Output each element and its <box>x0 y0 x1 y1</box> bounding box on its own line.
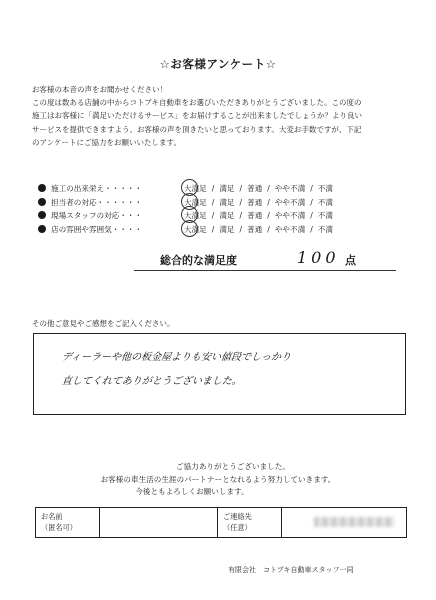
contact-field[interactable] <box>282 508 406 537</box>
rating-option[interactable]: やや不満 <box>274 197 306 207</box>
intro-line: 施工はお客様に「満足いただけるサービス」をお届けすることが出来ましたでしょうか？より良い <box>32 111 362 121</box>
rating-option-selected[interactable]: 大満足 <box>184 224 207 234</box>
survey-title: ☆お客様アンケート☆ <box>159 57 277 71</box>
survey-item-label: 施工の出来栄え・・・・・ <box>51 184 143 193</box>
rating-option[interactable]: 普通 <box>247 197 263 207</box>
rating-option[interactable]: 普通 <box>247 211 263 220</box>
rating-options <box>184 224 333 235</box>
rating-options <box>184 210 333 221</box>
rating-option[interactable]: 不満 <box>317 184 333 193</box>
rating-option[interactable]: 普通 <box>247 224 263 234</box>
option-separator: / <box>211 224 215 234</box>
survey-item <box>38 183 418 197</box>
name-label-cell <box>36 508 100 537</box>
rating-option[interactable]: 満足 <box>219 224 235 234</box>
contact-note: （任意） <box>223 523 252 532</box>
rating-option[interactable]: やや不満 <box>274 211 306 220</box>
option-separator: / <box>310 197 313 207</box>
overall-satisfaction-label: 総合的な満足度 <box>160 254 237 267</box>
intro-line: この度は数ある店舗の中からコトブキ自動車をお選びいただきありがとうございました。この度の <box>32 98 362 108</box>
rating-option[interactable]: やや不満 <box>274 184 306 193</box>
thanks-line: お客様の車生活の生涯のパートナーとなれるよう努力していきます。 <box>100 474 336 484</box>
rating-options <box>184 183 333 194</box>
option-separator: / <box>239 197 243 207</box>
rating-option[interactable]: 満足 <box>219 211 235 220</box>
bullet-icon <box>38 225 46 233</box>
rating-option[interactable]: 不満 <box>317 211 333 220</box>
rating-option[interactable]: 普通 <box>247 184 263 193</box>
survey-items <box>38 183 418 237</box>
redacted-contact <box>314 517 394 527</box>
contact-label-cell <box>218 508 282 537</box>
rating-option-selected[interactable]: 大満足 <box>184 197 207 207</box>
contact-table <box>35 507 407 538</box>
bullet-icon <box>38 211 46 219</box>
comment-box[interactable] <box>33 333 406 415</box>
option-separator: / <box>267 211 270 220</box>
option-separator: / <box>310 224 313 234</box>
bullet-icon <box>38 184 46 192</box>
overall-score-unit: 点 <box>345 254 356 267</box>
option-separator: / <box>310 184 313 193</box>
option-separator: / <box>211 197 215 207</box>
option-separator: / <box>267 184 270 193</box>
rating-option[interactable]: 満足 <box>219 184 235 193</box>
name-note: （匿名可） <box>41 523 77 532</box>
footer-signature: 有限会社 コトブキ自動車スタッフ一同 <box>228 566 354 574</box>
option-separator: / <box>211 184 215 193</box>
intro-line: お客様の本音の声をお聞かせください！ <box>32 85 167 94</box>
rating-option-selected[interactable]: 大満足 <box>184 211 207 220</box>
option-separator: / <box>239 224 243 234</box>
overall-score-handwritten: 100 <box>297 248 340 267</box>
option-separator: / <box>310 211 313 220</box>
bullet-icon <box>38 198 46 206</box>
comment-line-handwritten: ディーラーや他の板金屋よりも安い値段でしっかり <box>61 352 292 363</box>
overall-underline <box>134 270 396 271</box>
intro-text <box>32 83 416 149</box>
rating-option-selected[interactable]: 大満足 <box>184 184 207 193</box>
survey-item-label: 店の雰囲や雰囲気・・・・ <box>51 224 143 234</box>
thank-you-message <box>0 461 436 499</box>
rating-option[interactable]: 不満 <box>317 197 333 207</box>
rating-option[interactable]: 満足 <box>219 197 235 207</box>
intro-line: サービスを提供できますよう、お客様の声を頂きたいと思っております。大変お手数ですが、下記 <box>32 124 362 134</box>
option-separator: / <box>267 224 270 234</box>
survey-item <box>38 197 418 211</box>
comments-label: その他ご意見やご感想をご記入ください。 <box>32 319 175 328</box>
option-separator: / <box>211 211 215 220</box>
rating-options <box>184 197 333 208</box>
name-field[interactable] <box>100 508 218 537</box>
survey-item-label: 現場スタッフの対応・・・ <box>51 211 143 220</box>
option-separator: / <box>267 197 270 207</box>
thanks-line: ご協力ありがとうございました。 <box>176 462 290 471</box>
comment-line-handwritten: 直してくれてありがとうございました。 <box>61 376 243 387</box>
name-label: お名前 <box>41 512 63 521</box>
intro-line: のアンケートにご協力をお願いいたします。 <box>32 137 181 147</box>
survey-item <box>38 224 418 238</box>
rating-option[interactable]: やや不満 <box>274 224 306 234</box>
option-separator: / <box>239 184 243 193</box>
option-separator: / <box>239 211 243 220</box>
rating-option[interactable]: 不満 <box>317 224 333 234</box>
thanks-line: 今後ともよろしくお願いします。 <box>135 487 249 497</box>
contact-label: ご連絡先 <box>223 512 252 521</box>
survey-item <box>38 210 418 224</box>
survey-item-label: 担当者の対応・・・・・・ <box>51 197 143 207</box>
